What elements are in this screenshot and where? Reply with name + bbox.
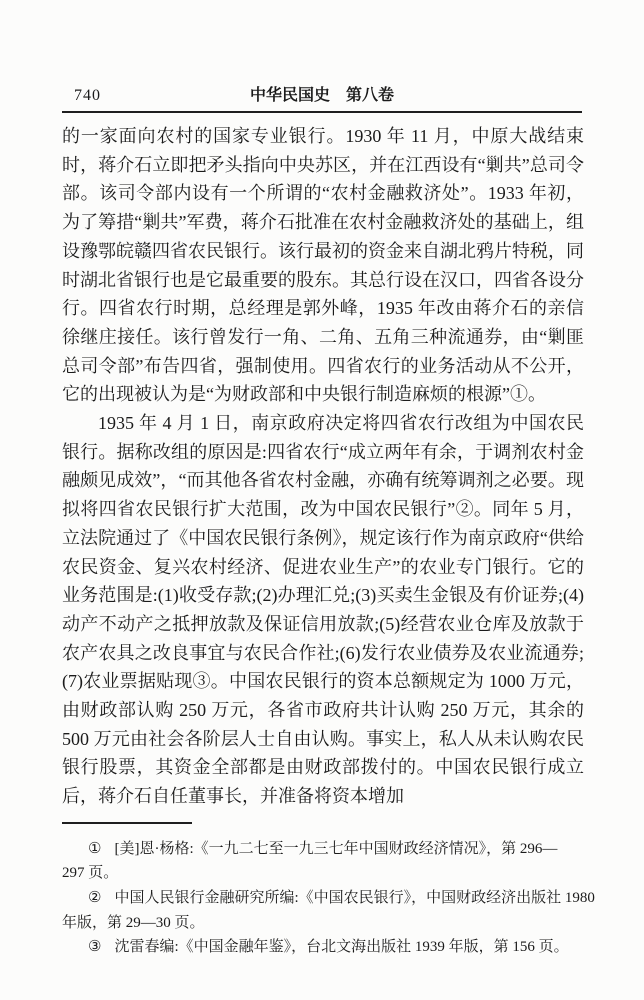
page-body [62,122,584,811]
footnote-text: [美]恩·杨格:《一九二七至一九三七年中国财政经济情况》，第 296— [114,840,558,857]
footnote-separator [62,822,192,824]
footnote-2 [62,886,595,935]
footnote-line [62,837,586,862]
page-number: 740 [74,87,101,104]
header-rule [62,111,582,113]
footnote-line [62,935,586,960]
footnote-marker-2: ② [88,890,102,907]
footnote-marker-1: ① [88,840,102,857]
body-paragraph-1: 的一家面向农村的国家专业银行。1930 年 11 月，中原大战结束时，蒋介石立即把矛头指向中央苏区，并在江西设有“剿共”总司令部。该司令部内设有一个所谓的“农村金融救济处”。1933 年初，为了筹措“剿共”军费，蒋介石批准在农村金融救济处的基础上，组设豫鄂皖赣四省农民银行。该行最初的资金来自湖北鸦片特税，同时湖北省银行也是它最重要的股东。其总行设在汉口，四省各设分行。四省农行时期，总经理是郭外峰，1935 年改由蒋介石的亲信徐继庄接任。该行曾发行一角、二角、五角三种流通券，由“剿匪总司令部”布告四省，强制使用。四省农行的业务活动从不公开，它的出现被认为是“为财政部和中央银行制造麻烦的根源”①。 [62,126,584,405]
running-title: 中华民国史 第八卷 [249,87,394,104]
footnote-text: 沈雷春编:《中国金融年鉴》，台北文海出版社 1939 年版，第 156 页。 [114,939,569,956]
footnote-marker-3: ③ [88,939,102,956]
body-paragraph-2: 1935 年 4 月 1 日，南京政府决定将四省农行改组为中国农民银行。据称改组的原因是:四省农行“成立两年有余，于调剂农村金融颇见成效”，“而其他各省农村金融，亦确有统筹调剂之必要。现拟将四省农民银行扩大范围，改为中国农民银行”②。同年 5 月，立法院通过了《中国农民银行条例》，规定该行作为南京政府“供给农民资金、复兴农村经济、促进农业生产”的农业专门银行。它的业务范围是:(1)收受存款;(2)办理汇兑;(3)买卖生金银及有价证券;(4)动产不动产之抵押放款及保证信用放款;(5)经营农业仓库及放款于农产农具之改良事宜与农民合作社;(6)发行农业债券及农业流通券;(7)农业票据贴现③。中国农民银行的资本总额规定为 1000 万元，由财政部认购 250 万元，各省市政府共计认购 250 万元，其余的 500 万元由社会各阶层人士自由认购。事实上，私人从未认购农民银行股票，其资金全部都是由财政部拨付的。中国农民银行成立后，蒋介石自任董事长，并准备将资本增加 [62,413,584,807]
footnotes [62,837,595,960]
footnote-line: 年版，第 29—30 页。 [62,914,205,931]
footnote-3 [62,935,586,960]
footnote-1 [62,837,586,886]
footnote-line: 297 页。 [62,865,119,882]
footnote-text: 中国人民银行金融研究所编:《中国农民银行》，中国财政经济出版社 1980 [114,890,595,907]
page-header [62,86,582,106]
footnote-line [62,886,595,911]
